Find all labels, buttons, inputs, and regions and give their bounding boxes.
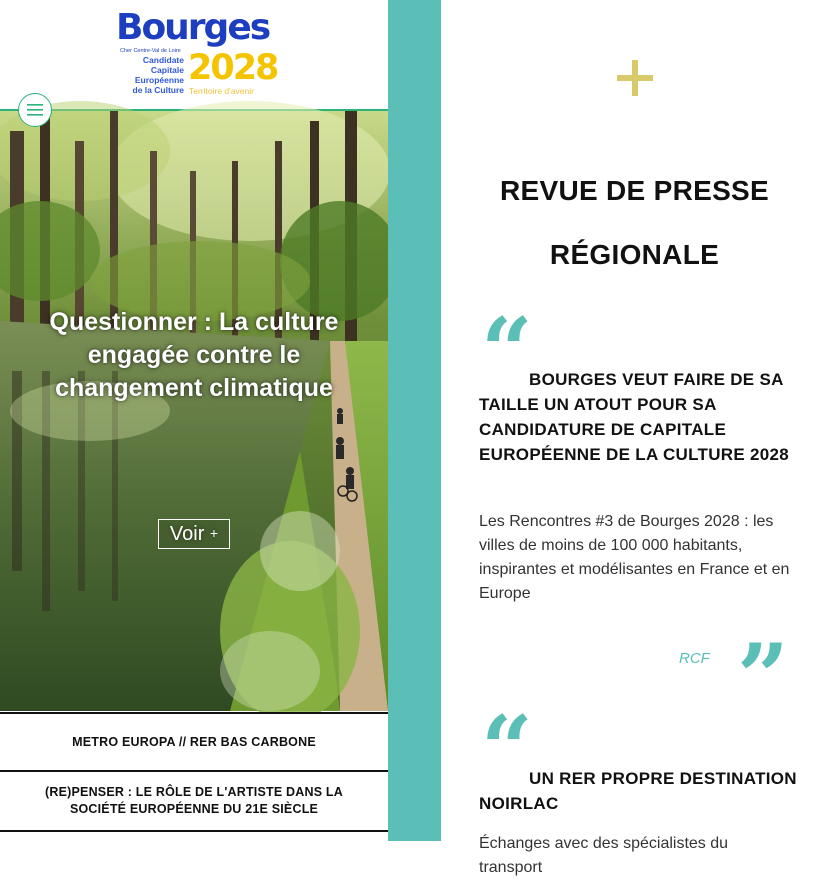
hamburger-icon [27, 104, 43, 116]
plus-icon: + [209, 525, 219, 541]
logo-candidate-line: de la Culture [132, 85, 184, 95]
hero-button-label: Voir [169, 523, 205, 545]
hero-forest-photo [0, 111, 388, 711]
teal-divider [388, 0, 441, 841]
hero-title: Questionner : La culture engagée contre le changement climatique [49, 308, 339, 402]
hero-voir-button[interactable] [158, 519, 230, 549]
hero-banner [0, 111, 388, 711]
header-bar [0, 0, 388, 111]
open-quote-icon: “ [481, 298, 533, 404]
logo-region: Cher Centre-Val de Loire [120, 48, 181, 54]
close-quote-icon: ” [737, 624, 789, 730]
logo-year: 2028 [188, 48, 278, 88]
press-subtitle: RÉGIONALE [549, 239, 720, 270]
logo-wordmark: Bourges [116, 7, 270, 48]
press-title: REVUE DE PRESSE [499, 175, 770, 206]
article-title[interactable]: BOURGES VEUT FAIRE DE SA TAILLE UN ATOUT POUR SA CANDIDATURE DE CAPITALE EUROPÉENNE DE LA CULTURE 2028 [479, 370, 790, 464]
article-body: Les Rencontres #3 de Bourges 2028 : les villes de moins de 100 000 habitants, inspirantes et modélisantes en France et en Europe [479, 513, 790, 602]
logo-candidate-line: Capitale [150, 65, 184, 75]
bourges-2028-logo[interactable] [116, 8, 280, 100]
article-source: RCF [679, 650, 710, 667]
article-title[interactable]: UN RER PROPRE DESTINATION NOIRLAC [479, 769, 797, 813]
open-quote-icon: “ [481, 696, 533, 802]
nav-item-repenser[interactable]: (RE)PENSER : LE RÔLE DE L'ARTISTE DANS LA SOCIÉTÉ EUROPÉENNE DU 21E SIÈCLE [0, 772, 388, 832]
menu-button[interactable] [18, 93, 52, 127]
logo-tagline: Territoire d'avenir [189, 86, 254, 96]
press-review-panel [441, 0, 828, 876]
logo-candidate-line: Candidate [142, 55, 184, 65]
logo-candidate-text [116, 55, 184, 95]
article-body: Échanges avec des spécialistes du transport [479, 835, 729, 876]
nav-item-metro-europa[interactable]: METRO EUROPA // RER BAS CARBONE [0, 712, 388, 772]
left-column [0, 0, 388, 841]
plus-icon [617, 60, 653, 96]
logo-candidate-line: Européenne [134, 75, 184, 85]
